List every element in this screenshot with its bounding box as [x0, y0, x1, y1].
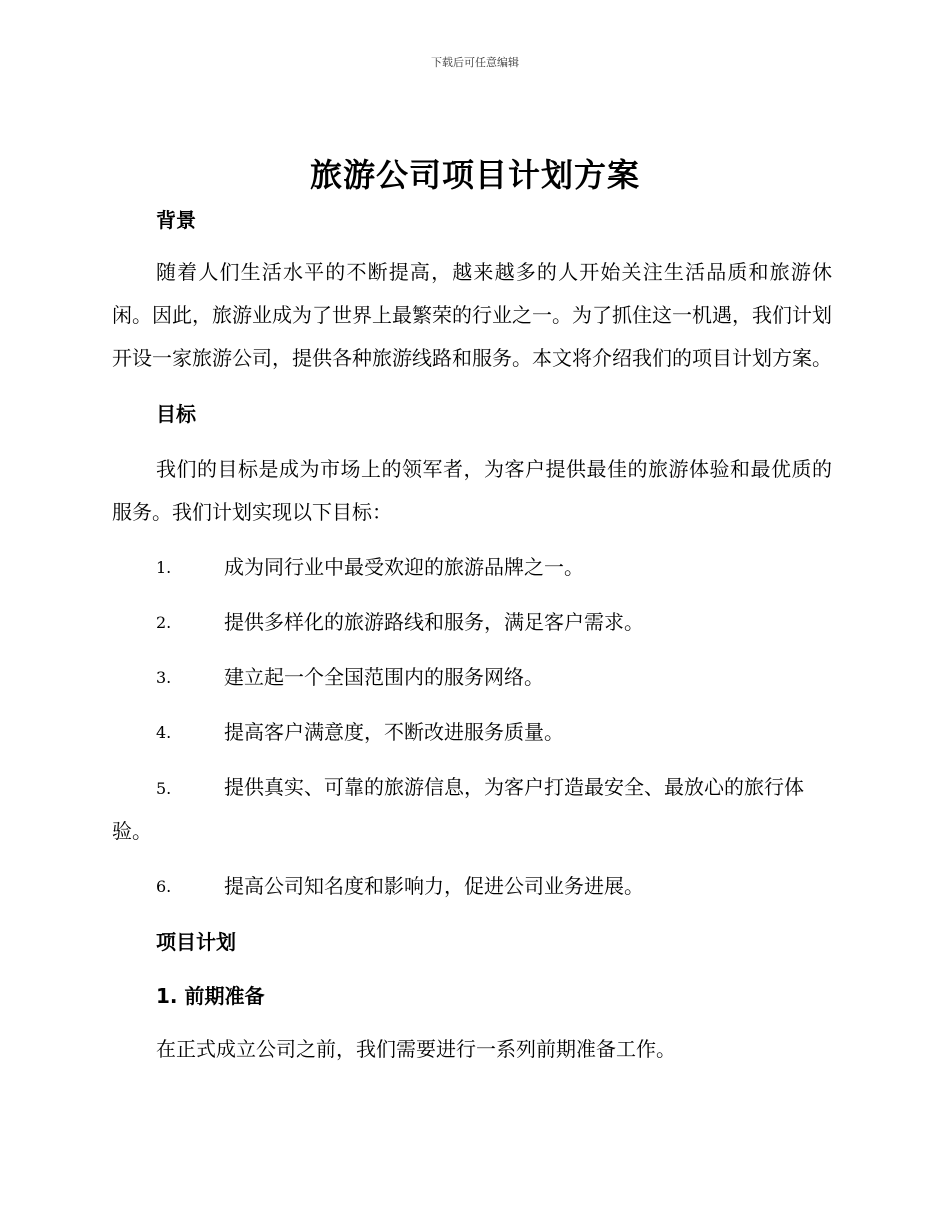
subsection-heading-preparation: 1. 前期准备 [156, 984, 265, 1008]
goals-intro-paragraph: 我们的目标是成为市场上的领军者，为客户提供最佳的旅游体验和最优质的服务。我们计划实现以下目标： [112, 457, 832, 524]
list-item-text: 提高客户满意度，不断改进服务质量。 [224, 720, 564, 744]
list-item [112, 656, 832, 699]
document-body [112, 200, 832, 1071]
list-item-number: 4. [156, 723, 172, 742]
list-item-number: 3. [156, 668, 172, 687]
section-heading-goals: 目标 [156, 402, 196, 426]
list-item-number: 2. [156, 613, 172, 632]
list-item [112, 865, 832, 908]
background-paragraph: 随着人们生活水平的不断提高，越来越多的人开始关注生活品质和旅游休闲。因此，旅游业成为了世界上最繁荣的行业之一。为了抓住这一机遇，我们计划开设一家旅游公司，提供各种旅游线路和服务。本文将介绍我们的项目计划方案。 [112, 260, 832, 370]
list-item-text: 提供真实、可靠的旅游信息，为客户打造最安全、最放心的旅行体验。 [112, 775, 804, 843]
list-item-text: 成为同行业中最受欢迎的旅游品牌之一。 [224, 555, 584, 579]
list-item-number: 6. [156, 877, 172, 896]
list-item [112, 601, 832, 644]
list-item-number: 1. [156, 558, 172, 577]
preparation-paragraph: 在正式成立公司之前，我们需要进行一系列前期准备工作。 [156, 1037, 676, 1061]
list-item-text: 提供多样化的旅游路线和服务，满足客户需求。 [224, 610, 644, 634]
document-title: 旅游公司项目计划方案 [309, 156, 640, 194]
section-heading-plan: 项目计划 [156, 930, 236, 954]
list-item-text: 建立起一个全国范围内的服务网络。 [224, 665, 544, 689]
list-item [112, 711, 832, 754]
page-header-note: 下载后可任意编辑 [431, 56, 519, 69]
goals-list [112, 546, 832, 908]
section-heading-background: 背景 [156, 208, 196, 232]
list-item [112, 766, 832, 853]
list-item [112, 546, 832, 589]
list-item-number: 5. [156, 779, 172, 798]
list-item-text: 提高公司知名度和影响力，促进公司业务进展。 [224, 874, 644, 898]
